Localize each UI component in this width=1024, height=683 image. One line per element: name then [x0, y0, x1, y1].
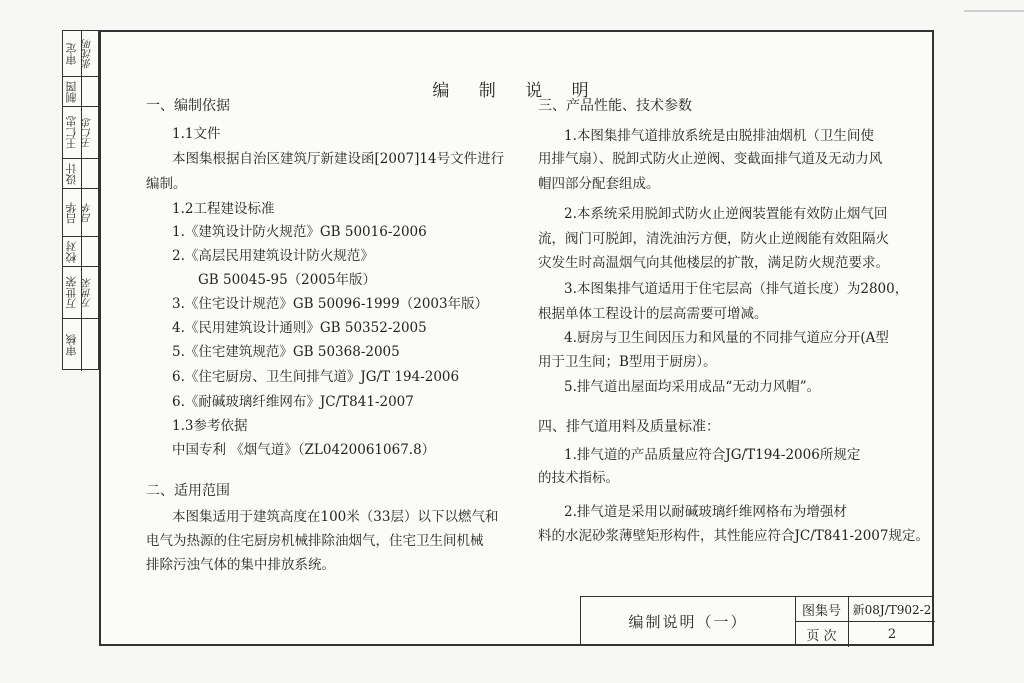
sidebar-role: [63, 189, 82, 236]
text-line: 根据单体工程设计的层高需要可增减。: [538, 306, 768, 322]
text-line: 编制。: [146, 176, 187, 192]
signature-sidebar: [62, 30, 99, 370]
text-line: 5.排气道出屋面均采用成品“无动力风帽”。: [564, 379, 821, 395]
sidebar-cell: [63, 76, 98, 106]
sidebar-role-text: 审定: [65, 42, 79, 65]
sidebar-role: [63, 107, 82, 158]
sidebar-signature: [81, 237, 99, 266]
text-line: 本图集根据自治区建筑厅新建设函[2007]14号文件进行: [172, 151, 505, 167]
text-line: 1.2工程建设标准: [172, 201, 275, 217]
sidebar-signature: [81, 77, 99, 106]
sidebar-signature: [81, 31, 99, 76]
sidebar-role: [63, 159, 82, 188]
section-heading: 二、适用范围: [146, 483, 230, 499]
sidebar-cell: [63, 106, 98, 158]
sidebar-cell: [63, 318, 98, 371]
sidebar-cell: [63, 158, 98, 188]
sidebar-signature: [81, 319, 99, 371]
text-line: GB 50045-95（2005年版）: [198, 272, 377, 288]
section-heading: 一、编制依据: [146, 98, 230, 114]
sidebar-signature: [81, 107, 99, 158]
page-number: 2: [887, 627, 897, 642]
sidebar-role-text: 制图: [65, 80, 79, 103]
text-line: 2.本系统采用脱卸式防火止逆阀装置能有效防止烟气回: [564, 206, 888, 222]
page-title: 编 制 说 明: [432, 81, 601, 101]
sidebar-role-text: 校对: [65, 240, 79, 263]
sidebar-role-text: 设计: [65, 162, 79, 185]
sidebar-role: [63, 31, 82, 76]
text-line: 帽四部分配套组成。: [538, 176, 660, 192]
sidebar-cell: [63, 236, 98, 266]
signature-text: 吕华: [83, 202, 95, 223]
sidebar-signature: [81, 159, 99, 188]
sidebar-role: [63, 77, 82, 106]
text-line: 中国专利 《烟气道》（ZL0420061067.8）: [172, 442, 436, 458]
sidebar-cell: [63, 188, 98, 236]
text-line: 流，阀门可脱卸，清洗油污方便，防火止逆阀能有效阻隔火: [538, 231, 889, 247]
signature-text: 王仁忠: [83, 117, 95, 148]
atlas-number-label: 图集号: [795, 597, 849, 622]
text-line: 1.本图集排气道排放系统是由脱排油烟机（卫生间使: [564, 128, 874, 144]
sidebar-signature: [81, 267, 99, 318]
text-line: 灾发生时高温烟气向其他楼层的扩散，满足防火规范要求。: [538, 255, 889, 271]
scan-edge-mark: [964, 10, 1024, 12]
text-line: 的技术指标。: [538, 470, 619, 486]
signature-text: 万世荣: [83, 277, 95, 308]
text-line: 1.3参考依据: [172, 418, 248, 434]
sidebar-role-text: 王仁忠: [65, 116, 79, 149]
text-line: 1.排气道的产品质量应符合JG/T194-2006所规定: [564, 447, 861, 463]
text-line: 1.《建筑设计防火规范》GB 50016-2006: [172, 224, 427, 240]
text-line: 排除污浊气体的集中排放系统。: [146, 557, 335, 573]
text-line: 6.《住宅厨房、卫生间排气道》JG/T 194-2006: [172, 369, 460, 385]
signature-text: 张沈明: [83, 38, 95, 69]
text-line: 4.厨房与卫生间因压力和风量的不同排气道应分开(A型: [564, 330, 889, 346]
drawing-sheet: [99, 30, 934, 646]
text-line: 用于卫生间；B型用于厨房）。: [538, 354, 717, 370]
section-heading: 四、排气道用料及质量标准：: [538, 419, 720, 435]
sidebar-role-text: 万世荣: [65, 276, 79, 309]
sidebar-role: [63, 267, 82, 318]
text-line: 3.《住宅设计规范》GB 50096-1999（2003年版）: [172, 296, 489, 312]
text-line: 本图集适用于建筑高度在100米（33层）以下以燃气和: [172, 509, 499, 525]
text-line: 6.《耐碱玻璃纤维网布》JC/T841-2007: [172, 394, 414, 410]
title-block: [580, 596, 934, 646]
text-line: 2.《高层民用建筑设计防火规范》: [172, 248, 374, 264]
text-line: 3.本图集排气道适用于住宅层高（排气道长度）为2800，: [564, 281, 909, 297]
page-number-label: 页 次: [795, 622, 849, 647]
sidebar-role: [63, 237, 82, 266]
sidebar-role-text: 吕华: [65, 201, 79, 224]
text-line: 2.排气道是采用以耐碱玻璃纤维网格布为增强材: [564, 504, 847, 520]
sidebar-signature: [81, 189, 99, 236]
drawing-name: 编制说明（一）: [581, 597, 796, 646]
text-line: 电气为热源的住宅厨房机械排除油烟气，住宅卫生间机械: [146, 533, 484, 549]
sidebar-cell: [63, 31, 98, 76]
sidebar-role-text: 审核: [65, 334, 79, 356]
sidebar-cell: [63, 266, 98, 318]
text-line: 1.1文件: [172, 126, 221, 142]
text-line: 4.《民用建筑设计通则》GB 50352-2005: [172, 320, 427, 336]
atlas-number: 新08J/T902-2: [849, 597, 935, 622]
text-line: 用排气扇）、脱卸式防火止逆阀、变截面排气道及无动力风: [538, 151, 883, 167]
section-heading: 三、产品性能、技术参数: [538, 98, 692, 114]
text-line: 料的水泥砂浆薄壁矩形构件，其性能应符合JC/T841-2007规定。: [538, 528, 929, 544]
sidebar-role: [63, 319, 82, 371]
text-line: 5.《住宅建筑规范》GB 50368-2005: [172, 344, 400, 360]
